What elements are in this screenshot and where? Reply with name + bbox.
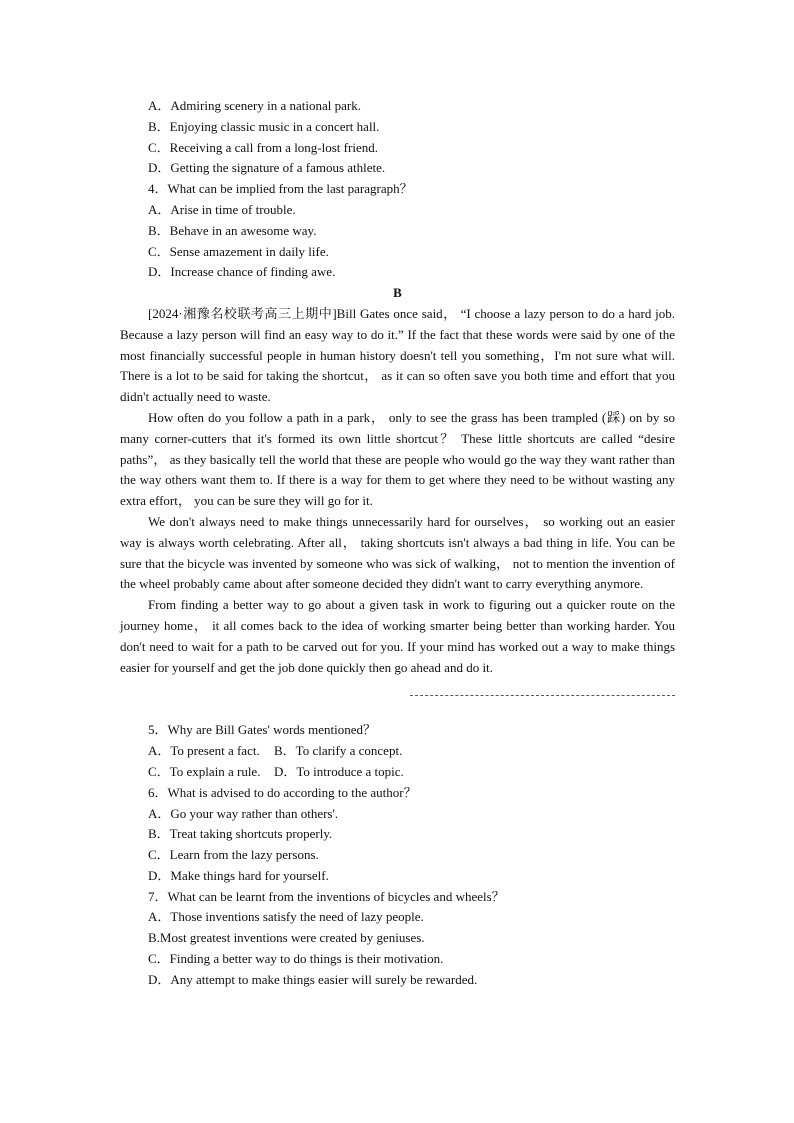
question-4-stem: 4．What can be implied from the last paragraph？	[148, 181, 413, 197]
option-7d: D．Any attempt to make things easier will surely be rewarded.	[148, 971, 478, 987]
option-5a: A．To present a fact.	[148, 743, 260, 759]
option-5d: D．To introduce a topic.	[274, 763, 404, 779]
question-7-stem: 7．What can be learnt from the inventions of bicycles and wheels？	[148, 888, 505, 904]
option-7a: A．Those inventions satisfy the need of lazy people.	[148, 909, 424, 925]
option-4d: D．Increase chance of finding awe.	[148, 264, 336, 280]
question-5	[120, 720, 675, 782]
option-6d: D．Make things hard for yourself.	[148, 867, 329, 883]
option-4a: A．Arise in time of trouble.	[148, 201, 296, 217]
passage-paragraph-4: From finding a better way to go about a given task in work to figuring out a quicker route on the journey home， it all comes back to the idea of working smarter being better than working harder. You don't need to wait for a path to be carved out for you. If your mind has worked out a way to make things easier for yourself and get the job done quickly then go ahead and do it.	[120, 597, 675, 675]
passage-paragraph-2: How often do you follow a path in a park， only to see the grass has been trampled (踩) on by so many corner-cutters that it's formed its own little shortcut？ These little shortcuts are called “desire paths”， as they basically tell the world that these are people who would go the way they want rather than the way others want them to. If there is a way for them to get where they need to be without wasting any extra effort， you can be sure they will go for it.	[120, 409, 675, 509]
question-6	[120, 783, 675, 887]
question-5-row-2	[120, 762, 675, 783]
option-7c: C．Finding a better way to do things is their motivation.	[148, 951, 444, 967]
option-4b: B．Behave in an awesome way.	[148, 222, 317, 238]
passage-paragraph-1: [2024·湘豫名校联考高三上期中]Bill Gates once said， “I choose a lazy person to do a hard job. Because a lazy person will find an easy way to do it.” If the fact that these words were said by one of the most financially successful people in human history doesn't tell you something，I'm not sure what will. There is a lot to be said for taking the shortcut， as it can so often save you both time and effort that you didn't actually need to waste.	[120, 305, 675, 405]
option-3b: B．Enjoying classic music in a concert hall.	[148, 118, 380, 134]
option-5b: B．To clarify a concept.	[274, 743, 403, 759]
option-6c: C．Learn from the lazy persons.	[148, 847, 319, 863]
option-6b: B．Treat taking shortcuts properly.	[148, 826, 333, 842]
option-3c: C．Receiving a call from a long-lost friend.	[148, 139, 378, 155]
option-7b: B.Most greatest inventions were created by geniuses.	[148, 930, 425, 946]
passage	[120, 304, 675, 678]
option-3d: D．Getting the signature of a famous athlete.	[148, 160, 386, 176]
section-label: B	[393, 285, 402, 301]
question-4	[120, 179, 675, 283]
option-3a: A．Admiring scenery in a national park.	[148, 98, 361, 113]
worksheet	[120, 96, 675, 991]
question-7	[120, 887, 675, 991]
passage-paragraph-3: We don't always need to make things unnecessarily hard for ourselves， so working out an easier way is always worth celebrating. After all， taking shortcuts isn't always a bad thing in life. You can be sure that the bicycle was invented by someone who was sick of walking， not to mention the invention of the wheel probably came about after someone decided they didn't want to carry everything anymore.	[120, 513, 675, 592]
question-3-options	[120, 96, 675, 179]
question-5-row-1	[120, 741, 675, 762]
question-6-stem: 6．What is advised to do according to the author？	[148, 784, 417, 800]
option-5c: C．To explain a rule.	[148, 763, 261, 779]
option-6a: A．Go your way rather than others'.	[148, 805, 339, 821]
option-4c: C．Sense amazement in daily life.	[148, 243, 329, 259]
question-5-stem: 5．Why are Bill Gates' words mentioned？	[148, 722, 376, 738]
